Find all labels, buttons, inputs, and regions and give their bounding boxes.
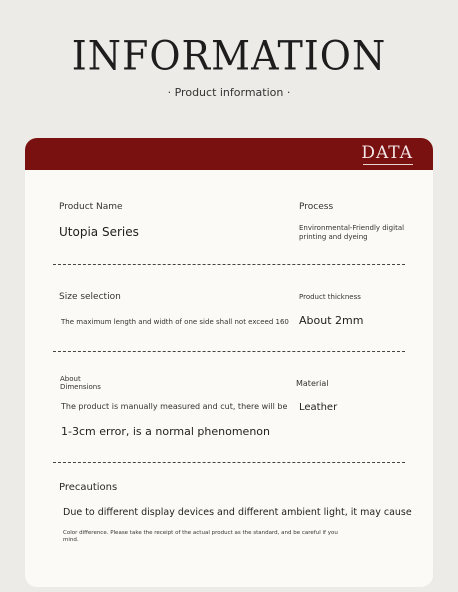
product-name-label: Product Name [59, 202, 123, 212]
card-header-label: DATA [361, 143, 413, 163]
divider [53, 264, 405, 265]
size-selection-label: Size selection [59, 292, 121, 302]
dimensions-value-line2: 1-3cm error, is a normal phenomenon [61, 425, 270, 438]
card-header [25, 138, 433, 170]
page-title: INFORMATION [71, 32, 387, 80]
thickness-value: About 2mm [299, 314, 364, 327]
info-card [25, 138, 433, 587]
divider [53, 351, 405, 352]
precautions-value-line1: Due to different display devices and different ambient light, it may cause [63, 507, 412, 518]
material-value: Leather [299, 402, 338, 413]
page-subtitle: · Product information · [167, 86, 291, 99]
size-selection-value: The maximum length and width of one side shall not exceed 160 [61, 318, 289, 326]
dimensions-value-line1: The product is manually measured and cut, there will be [61, 402, 288, 411]
process-label: Process [299, 202, 334, 212]
dimensions-label-line1: About [60, 375, 81, 383]
precautions-value-line2: Color difference. Please take the receipt of the actual product as the standard, and be careful if you [63, 530, 338, 536]
divider [53, 462, 405, 463]
process-value-line1: Environmental-Friendly digital [299, 224, 405, 232]
thickness-label: Product thickness [299, 293, 361, 301]
material-label: Material [296, 379, 329, 388]
product-name-value: Utopia Series [59, 225, 139, 239]
dimensions-label-line2: Dimensions [60, 383, 101, 391]
card-header-underline [363, 164, 413, 165]
process-value-line2: printing and dyeing [299, 233, 368, 241]
precautions-label: Precautions [59, 482, 118, 493]
precautions-value-line3: mind. [63, 537, 79, 543]
